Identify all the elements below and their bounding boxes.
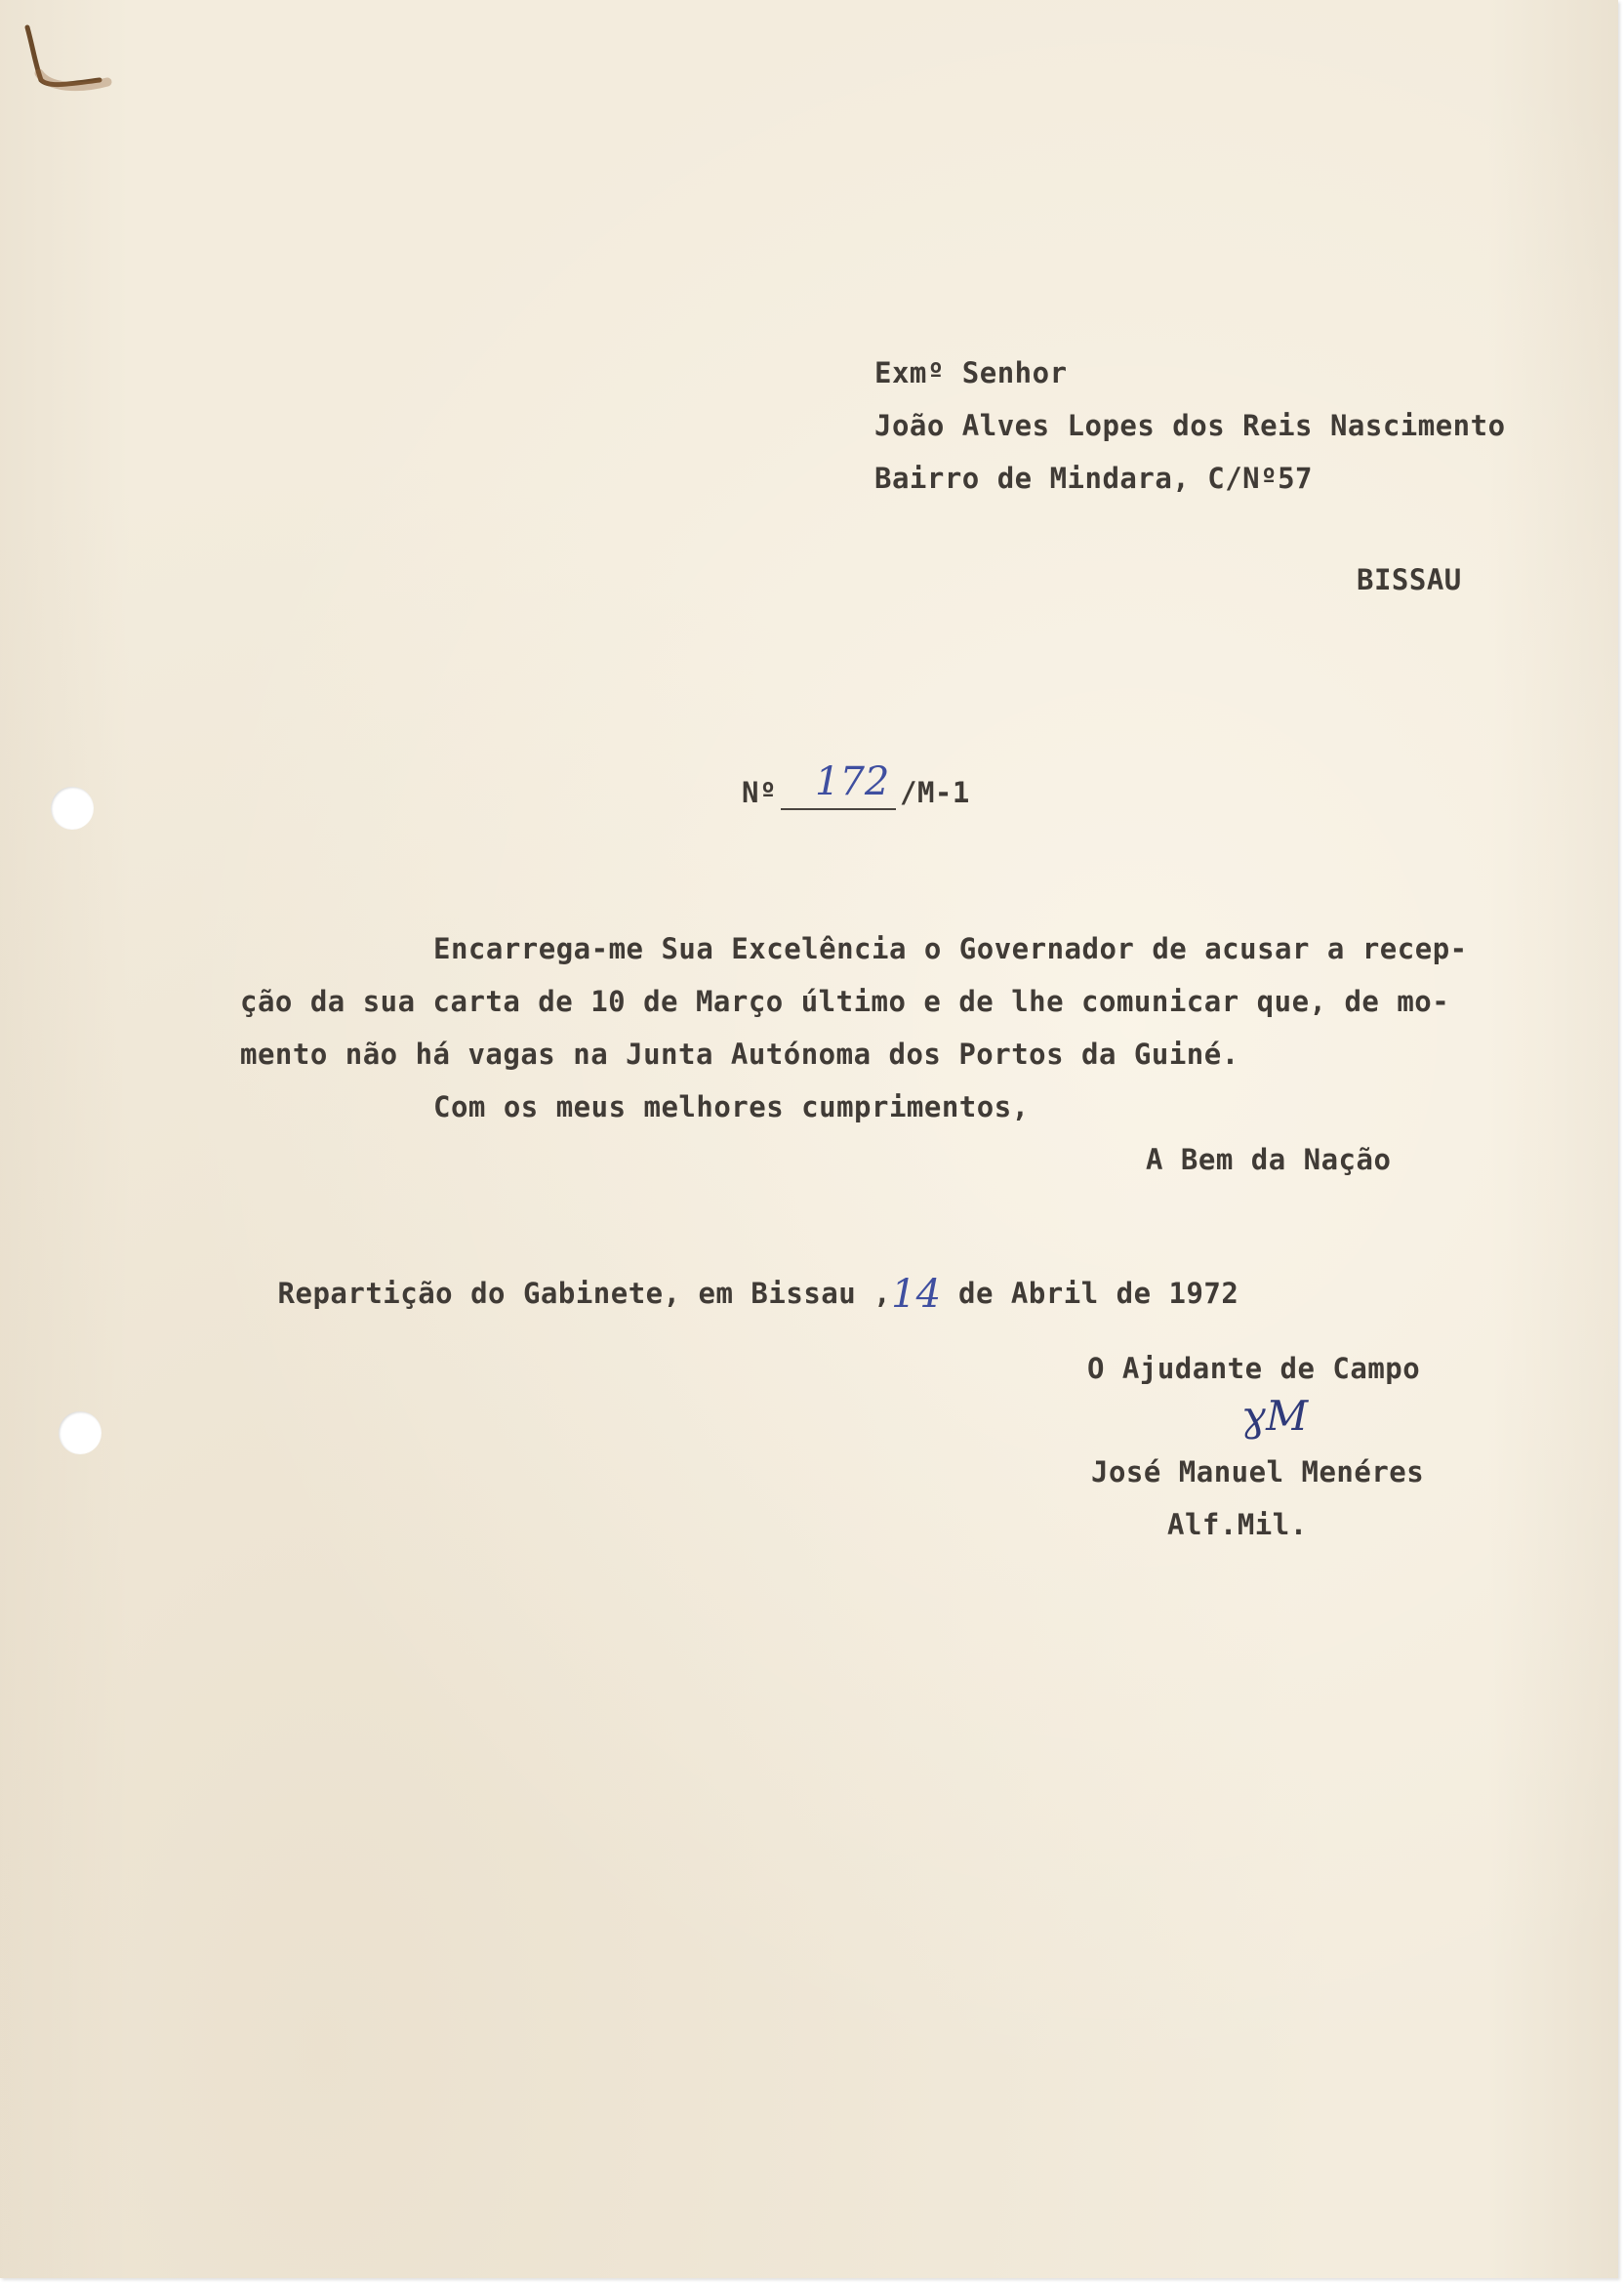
reference-prefix: Nº [742,776,777,809]
recipient-address: Bairro de Mindara, C/Nº57 [874,462,1313,495]
place-date-after: de Abril de 1972 [941,1277,1239,1310]
reference-number-underline [781,808,896,810]
staple-rust-mark [20,20,127,107]
recipient-salutation: Exmº Senhor [874,356,1068,389]
reference-suffix: /M-1 [900,776,970,809]
place-date-before: Repartição do Gabinete, em Bissau , [277,1277,892,1310]
place-date-line [240,1249,1238,1331]
signature-name: José Manuel Menéres [1091,1455,1425,1489]
body-line-3: mento não há vagas na Junta Autónoma dos Portos da Guiné. [240,1038,1239,1071]
recipient-name: João Alves Lopes dos Reis Nascimento [874,409,1506,442]
body-line-1: Encarrega-me Sua Excelência o Governador de acusar a recep- [433,932,1468,965]
body-motto: A Bem da Nação [1146,1143,1392,1176]
signature-title: O Ajudante de Campo [1087,1352,1421,1385]
punch-hole-bottom [59,1411,102,1454]
reference-number-handwritten: 172 [815,759,890,804]
signature-initials-handwritten: ɣM [1241,1392,1309,1440]
recipient-city: BISSAU [1357,563,1462,596]
punch-hole-top [51,787,94,830]
body-closing: Com os meus melhores cumprimentos, [433,1090,1030,1123]
signature-rank: Alf.Mil. [1167,1508,1308,1541]
date-day-handwritten: 14 [891,1272,942,1317]
body-line-2: ção da sua carta de 10 de Março último e de lhe comunicar que, de mo- [240,985,1450,1018]
